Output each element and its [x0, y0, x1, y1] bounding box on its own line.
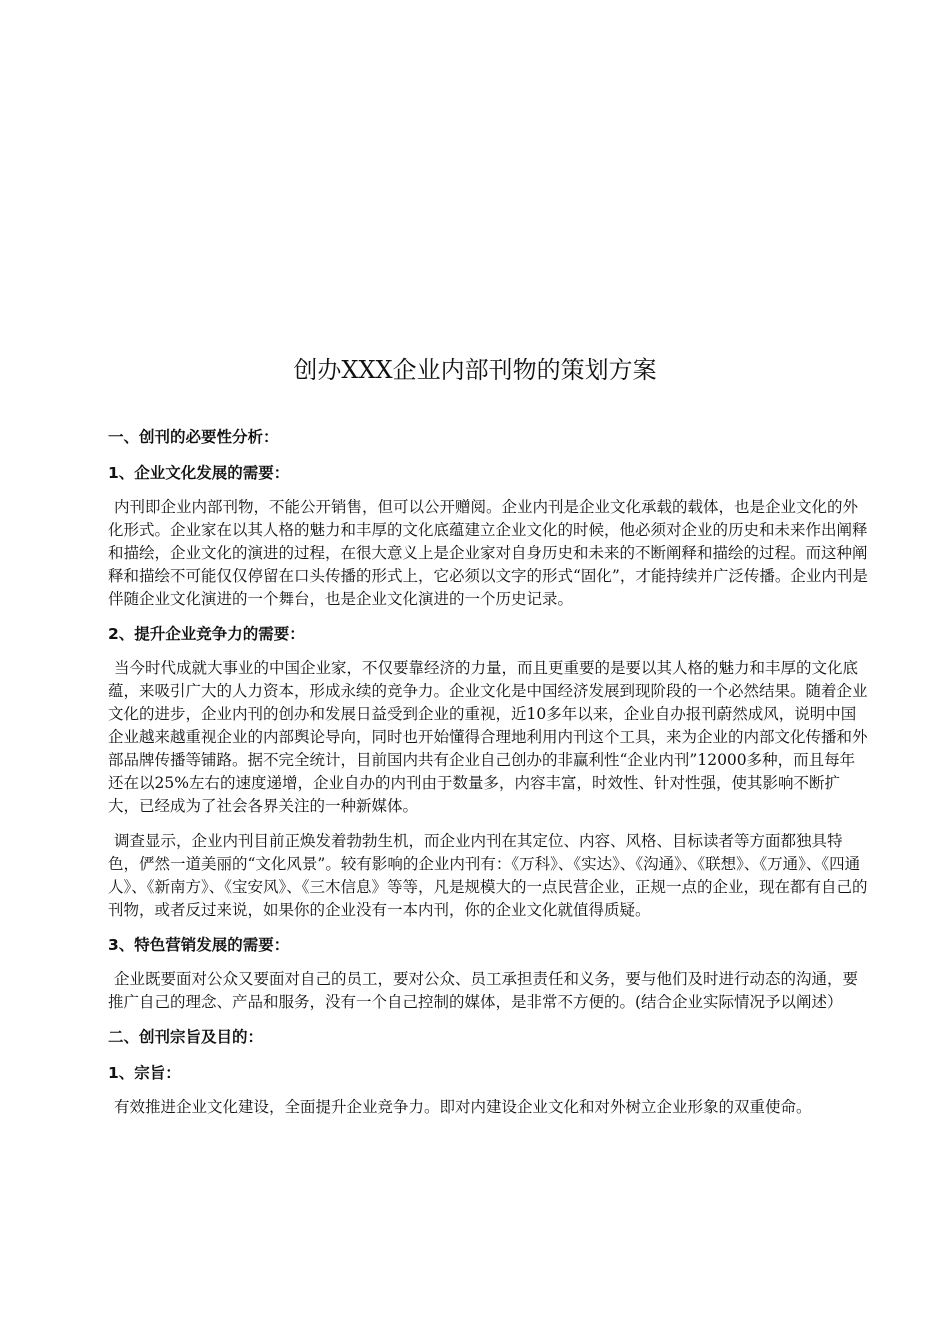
section-heading-1: 一、创刊的必要性分析： — [108, 428, 279, 446]
paragraph-1-3: 企业既要面对公众又要面对自己的员工，要对公众、员工承担责任和义务，要与他们及时进行动态的沟通，要推广自己的理念、产品和服务，没有一个自己控制的媒体，是非常不方便的。(结合企业实际情况予以阐述） — [108, 970, 859, 1011]
document-body — [108, 426, 870, 1119]
subsection-heading-1-1: 1、企业文化发展的需要： — [108, 464, 290, 482]
paragraph-1-1: 内刊即企业内部刊物，不能公开销售，但可以公开赠阅。企业内刊是企业文化承载的载体，也是企业文化的外化形式。企业家在以其人格的魅力和丰厚的文化底蕴建立企业文化的时候，他必须对企业的历史和未来作出阐释和描绘，企业文化的演进的过程，在很大意义上是企业家对自身历史和未来的不断阐释和描绘的过程。而这种阐释和描绘不可能仅仅停留在口头传播的形式上，它必须以文字的形式“固化”，才能持续并广泛传播。企业内刊是伴随企业文化演进的一个舞台，也是企业文化演进的一个历史记录。 — [108, 498, 868, 608]
document-title: 创办XXX企业内部刊物的策划方案 — [293, 356, 657, 384]
paragraph-1-2-b: 调查显示，企业内刊目前正焕发着勃勃生机，而企业内刊在其定位、内容、风格、目标读者等方面都独具特色，俨然一道美丽的“文化风景”。较有影响的企业内刊有：《万科》、《实达》、《沟通》、《联想》、《万通》、《四通人》、《新南方》、《宝安风》、《三木信息》等等，凡是规模大的一点民营企业，正规一点的企业，现在都有自己的刊物，或者反过来说，如果你的企业没有一本内刊，你的企业文化就值得质疑。 — [108, 832, 868, 919]
section-heading-2: 二、创刊宗旨及目的： — [108, 1028, 264, 1046]
subsection-heading-1-2: 2、提升企业竞争力的需要： — [108, 625, 305, 643]
paragraph-2-1: 有效推进企业文化建设，全面提升企业竞争力。即对内建设企业文化和对外树立企业形象的双重使命。 — [114, 1098, 812, 1116]
subsection-heading-1-3: 3、特色营销发展的需要： — [108, 936, 290, 954]
subsection-heading-2-1: 1、宗旨： — [108, 1064, 181, 1082]
paragraph-1-2-a: 当今时代成就大事业的中国企业家，不仅要靠经济的力量，而且更重要的是要以其人格的魅力和丰厚的文化底蕴，来吸引广大的人力资本，形成永续的竞争力。企业文化是中国经济发展到现阶段的一个必然结果。随着企业文化的进步，企业内刊的创办和发展日益受到企业的重视，近10多年以来，企业自办报刊蔚然成风，说明中国企业越来越重视企业的内部舆论导向，同时也开始懂得合理地利用内刊这个工具，来为企业的内部文化传播和外部品牌传播等铺路。据不完全统计，目前国内共有企业自己创办的非赢利性“企业内刊”12000多种，而且每年还在以25%左右的速度递增，企业自办的内刊由于数量多，内容丰富，时效性、针对性强，使其影响不断扩大，已经成为了社会各界关注的一种新媒体。 — [108, 659, 868, 815]
